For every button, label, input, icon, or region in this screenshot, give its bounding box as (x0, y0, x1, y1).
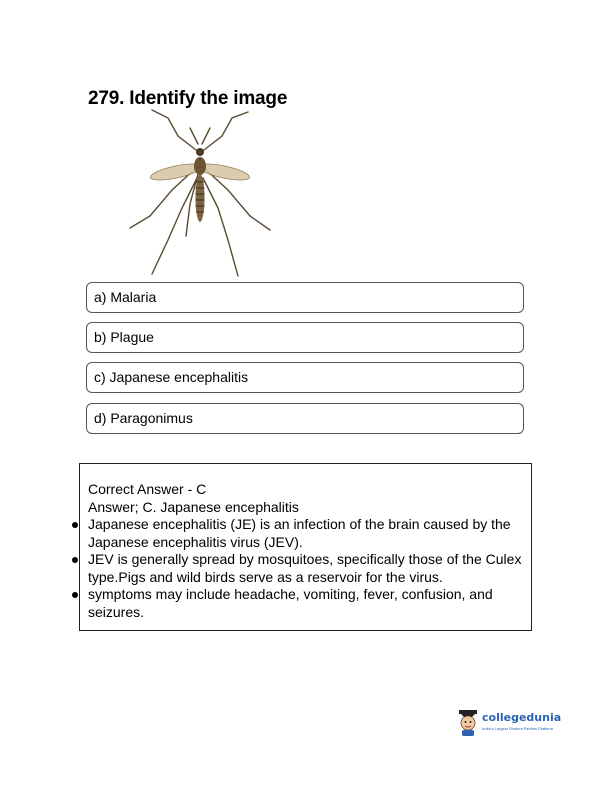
logo-tagline: India's Largest Student Review Platform (482, 726, 554, 731)
mascot-icon (457, 710, 479, 736)
option-d[interactable]: d) Paragonimus (86, 403, 524, 434)
logo-text: collegedunia (482, 711, 562, 724)
answer-line: Answer; C. Japanese encephalitis (88, 498, 299, 515)
explanation-bullet: JEV is generally spread by mosquitoes, specifically those of the Culex type.Pigs and wild birds serve as a reservoir for the virus. (88, 551, 525, 586)
correct-answer: Correct Answer - C (88, 481, 207, 497)
question-title: 279. Identify the image (88, 88, 288, 109)
explanation-bullet: symptoms may include headache, vomiting, fever, confusion, and seizures. (88, 586, 525, 621)
collegedunia-logo (457, 708, 561, 738)
option-c[interactable]: c) Japanese encephalitis (86, 362, 524, 393)
option-a[interactable]: a) Malaria (86, 282, 524, 313)
answer-box (79, 463, 532, 631)
option-b[interactable]: b) Plague (86, 322, 524, 353)
explanation-bullet: Japanese encephalitis (JE) is an infection of the brain caused by the Japanese encephalitis virus (JEV). (88, 516, 525, 551)
mosquito-illustration (120, 108, 280, 278)
